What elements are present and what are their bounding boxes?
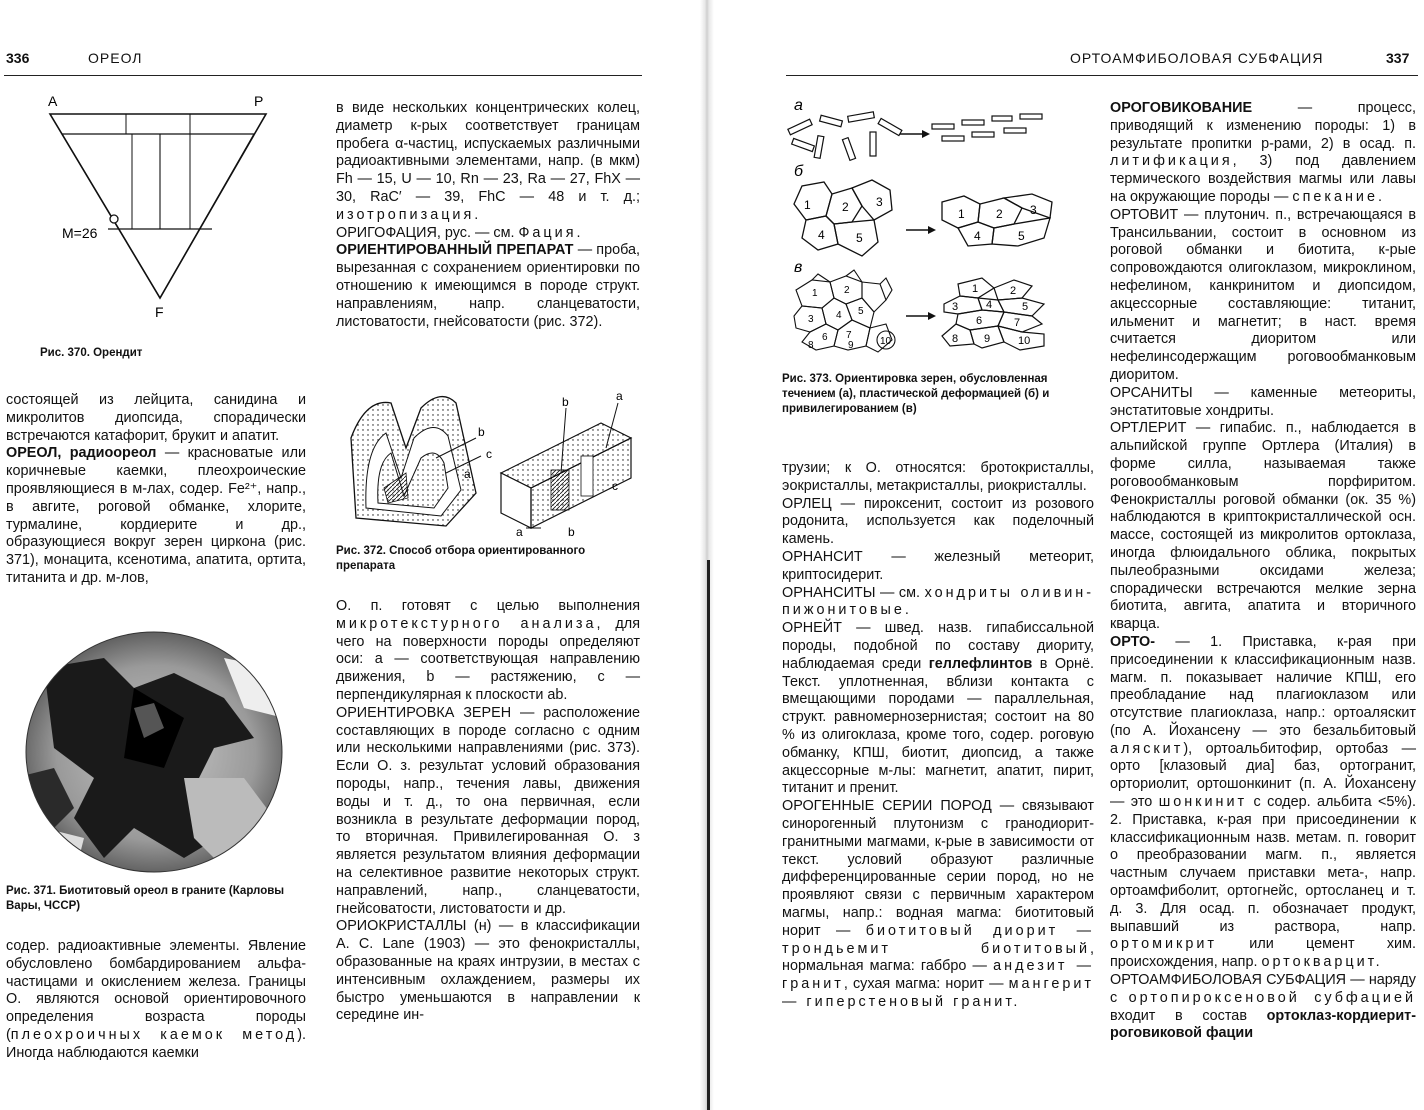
label-a: A (48, 93, 58, 109)
term-orogen: ОРОГЕННЫЕ СЕРИИ ПОРОД (782, 798, 992, 815)
rings-spaced: изотропизация. (336, 206, 482, 223)
figure-372-caption: Рис. 372. Способ отбора ориентированного препарата (336, 545, 586, 572)
running-head: ОРТОАМФИБОЛОВАЯ СУБФАЦИЯ (1070, 50, 1324, 66)
svg-text:b: b (568, 525, 575, 538)
svg-text:5: 5 (856, 231, 863, 245)
orto-spaced: аляскит (1110, 740, 1184, 757)
svg-text:3: 3 (1030, 203, 1037, 217)
orient-prep-text: — проба, вырезанная с сохранением ориентировки по отношению к имеющимся в породе структ. направлениям, напр. сланцеватости, листоватости, гнейсоватости (рис. 372). (336, 242, 641, 330)
entry-orto (1110, 634, 1416, 972)
entry-oreol (6, 445, 306, 587)
orogen-text-1: — связывают синорогенный плутонизм с гранодиорит-гранитными магмами, к-рые в зависимости от текст. условий образуют различные дифференцированные серии пород, но не проявляют связи с первичным характером магмы, напр.: водная магма: биотитовый норит — (782, 798, 1094, 939)
orogen-spaced-2: андезит — гранит (782, 958, 1095, 993)
right-page (714, 0, 1424, 1110)
orogen-spaced-3: мангерит — гиперстеновый гранит. (782, 976, 1095, 1010)
ornansit-text: — железный метеорит, криптосидерит. (782, 548, 1094, 583)
term-orsanity: ОРСАНИТЫ (1110, 384, 1193, 401)
svg-text:10: 10 (1018, 335, 1031, 347)
term-orto: ОРТО- (1110, 633, 1156, 650)
svg-text:c: c (486, 447, 492, 461)
left-column-2-top (336, 100, 640, 331)
orogov-text-1: — процесс, приводящий к изменению породы: 1) в результате пропитки р-рами, 2) в осад. п. (1110, 100, 1416, 152)
label-m: M=26 (62, 225, 98, 241)
svg-text:7: 7 (1014, 317, 1021, 329)
running-head: ОРЕОЛ (88, 50, 143, 66)
left-column-2-bottom (336, 598, 640, 1025)
oriokr-text: (н) — в классификации A. C. Lane (1903) — это фенокристаллы, образованные на краях интрузии, в местах с интенсивным охлаждением, размеры их быстро уменьшаются в направлении к середине ин- (336, 918, 640, 1024)
svg-text:7: 7 (846, 330, 852, 341)
term-oreol: ОРЕОЛ, радиоореол (6, 445, 157, 462)
radio-spaced: плеохроичных каемок метод (10, 1026, 298, 1043)
oreol-text: — красноватые или коричневые каемки, плеохроические проявляющиеся в м-лах, содер. Fe²⁺, напр., в авгите, роговой обманке, хлорите, турмалине, кордиерите и др., образующиеся вокруг зерен циркона (рис. 371), монацита, ксенотима, апатита, ортита, титанита и др. м-лов, (6, 445, 307, 586)
orto-spaced-3: ортомикрит (1110, 936, 1217, 953)
figure-373-caption: Рис. 373. Ориентировка зерен, обусловленная течением (a), пластической деформацией (б) и привилегированием (в) (782, 373, 1050, 415)
entry-orogen (782, 798, 1094, 1012)
svg-text:5: 5 (1022, 301, 1029, 313)
svg-text:б: б (794, 163, 803, 180)
header-rule (786, 75, 1418, 76)
entry-ortoamf (1110, 972, 1416, 1043)
label-f: F (155, 304, 164, 320)
ortoamf-bold: ортоклаз-кордиерит-роговиковой фации (1110, 1007, 1417, 1042)
svg-text:6: 6 (822, 332, 828, 343)
svg-text:a: a (464, 467, 471, 481)
orto-text-2: ), ортоальбитофир, ортобаз — орто [клазовый диа] баз, ортогранит, орториолит, ортошонкинит (п. А. Йохансену — это (1110, 740, 1416, 811)
entry-orient-zeren (336, 705, 640, 919)
orogov-spaced: литификация (1110, 153, 1233, 170)
svg-text:9: 9 (984, 333, 991, 345)
term-orlec: ОРЛЕЦ (782, 495, 832, 512)
svg-text:4: 4 (974, 229, 981, 243)
prep-text-1: О. п. готовят с целью выполнения (336, 598, 640, 614)
svg-text:4: 4 (818, 228, 825, 242)
figure-371-photo (14, 628, 298, 878)
entry-ortvit (1110, 207, 1416, 385)
svg-text:2: 2 (842, 200, 849, 214)
orto-spaced-2: шонкинит (1158, 794, 1248, 811)
svg-text:2: 2 (996, 207, 1003, 221)
ornansity-text: — см. (880, 584, 921, 601)
svg-text:9: 9 (848, 340, 854, 351)
term-oriokristally: ОРИОКРИСТАЛЛЫ (336, 918, 467, 935)
ortvit-text: — плутонич. п., встречающаяся в Трансильвании, состоит в основном из роговой обманки и биотита, к-рые сопровождаются олигоклазом, микроклином, нефелином, канкринитом и диопсидом, акцессорные составляющие: титанит, ильменит и магнетит; в наст. время считается диоритом или нефелинсодержащим роговообманковым диоритом. (1110, 206, 1416, 383)
entry-orient-prep (336, 242, 640, 331)
figure-373-diagram (782, 94, 1092, 356)
term-ornansity: ОРНАНСИТЫ (782, 584, 876, 601)
entry-orneit (782, 620, 1094, 798)
orto-spaced-4: ортокварцит. (1261, 954, 1383, 971)
left-column-1-top (6, 392, 306, 588)
entry-orsanity (1110, 385, 1416, 421)
svg-text:5: 5 (858, 306, 864, 317)
svg-text:2: 2 (1010, 285, 1017, 297)
paragraph-continued: состоящей из лейцита, санидина и микролитов диопсида, спорадически встречаются катафорит, брукит и апатит. (6, 392, 306, 444)
left-page (0, 0, 700, 1110)
header-rule (4, 75, 642, 76)
term-ortoamf: ОРТОАМФИБОЛОВАЯ СУБФАЦИЯ (1110, 972, 1347, 989)
svg-text:1: 1 (804, 198, 811, 212)
spine-shadow (707, 560, 710, 1110)
svg-text:3: 3 (808, 314, 814, 325)
term-orient-prep: ОРИЕНТИРОВАННЫЙ ПРЕПАРАТ (336, 242, 574, 259)
page-number: 337 (1386, 50, 1410, 66)
paragraph-prep (336, 598, 640, 705)
paragraph-intrusion: трузии; к О. относятся: бротокристаллы, эокристаллы, метакристаллы, риокристаллы. (782, 460, 1094, 494)
ortoamf-text-1: — наряду с (1110, 972, 1416, 1006)
ortoamf-text-2: входит в состав (1110, 1007, 1247, 1024)
orlec-text: — пироксенит, состоит из розового родонита, используется как поделочный камень. (782, 495, 1094, 548)
svg-text:8: 8 (952, 333, 959, 345)
prep-text-2: , для чего на поверхности породы определяют оси: a — соответствующая направлению движения, b — растяжению, c — перпендикулярная к плоскости ab. (336, 615, 640, 703)
entry-orogovik (1110, 100, 1416, 207)
term-ornansit: ОРНАНСИТ (782, 548, 863, 565)
figure-371-caption: Рис. 371. Биотитовый ореол в граните (Карловы Вары, ЧССР) (6, 885, 285, 912)
svg-text:1: 1 (958, 207, 965, 221)
ornansity-spaced: хондриты оливин-пижонитовые. (782, 584, 1095, 619)
svg-text:3: 3 (876, 195, 883, 209)
svg-text:6: 6 (976, 315, 983, 327)
entry-ornansity (782, 585, 1094, 621)
prep-spaced: микротекстурного анализа (336, 615, 597, 632)
orient-zeren-text: — расположение составляющих в породе согласно с одним или несколькими направлениями (рис. 373). Если О. з. результат условий образования породы, напр., течения лавы, движения воды и т. д., то она первичная, если возникла в результате деформации пород, то вторичная. Привилегированная О. з является результатом влияния деформации на селективное развитие некоторых структ. направлений, напр., сланцеватости, гнейсоватости, листоватости и др. (336, 704, 641, 917)
svg-text:4: 4 (836, 310, 842, 321)
ortoamf-spaced: ортопироксеновой субфацией (1128, 989, 1416, 1006)
svg-text:2: 2 (844, 285, 850, 296)
term-ortvit: ОРТОВИТ (1110, 206, 1179, 223)
page-number: 336 (6, 50, 30, 66)
term-orient-zeren: ОРИЕНТИРОВКА ЗЕРЕН (336, 704, 512, 721)
orogen-text-3: , сухая магма: норит — (843, 976, 1004, 993)
entry-oriokristally (336, 918, 640, 1025)
paragraph-rings (336, 100, 640, 225)
right-column-1 (782, 460, 1094, 1012)
figure-370-caption: Рис. 370. Орендит (40, 347, 143, 359)
paragraph-radioactive (6, 938, 306, 1063)
entry-orlec (782, 496, 1094, 549)
svg-text:8: 8 (808, 340, 814, 351)
svg-text:c: c (612, 479, 618, 493)
orto-text-1: — 1. Приставка, к-рая при присоединении к классификационным назв. магм. п. показывает наличие КПШ, его преобладание над плагиоклазом или отсутствие плагиоклаза, напр.: ортоаляскит (по А. Йохансену — это безальбитовый (1110, 633, 1417, 739)
term-orogovik: ОРОГОВИКОВАНИЕ (1110, 100, 1253, 116)
term-ortlerit: ОРТЛЕРИТ (1110, 420, 1187, 437)
orogov-spaced-2: спекание. (1292, 188, 1385, 205)
ortlerit-text: — гипабис. п., наблюдается в альпийской группе Ортлера (Италия) в форме силла, называемая также роговообманковым порфиритом. Фенокристаллы роговой обманки (ок. 35 %) наблюдаются в криптокристаллической осн. массе, состоящей из микролитов ортоклаза, иногда флюидального облика, покрытых пылеобразными оксидами железа; спорадически встречаются мелкие зерна биотита, авгита, апатита и вторичного кварца. (1110, 420, 1417, 633)
orneit-text-2: в Орнё. Текст. уплотненная, вблизи контакта с вмещающими породами — параллельная, структ. равномернозернистая; состоит на 80 % из олигоклаза, кроме того, содер. роговую обманку, КПШ, биотит, диопсид, а также акцессорные м-лы: магнетит, апатит, пирит, титанит и пренит. (782, 655, 1094, 797)
svg-text:3: 3 (952, 301, 959, 313)
svg-text:a: a (616, 389, 623, 403)
svg-text:b: b (478, 425, 485, 439)
orogen-text-2: , нормальная магма: габбро — (782, 940, 1094, 975)
orogov-text-2: , 3) под давлением термического воздействия магмы или лавы на окружающие породы — (1110, 153, 1416, 205)
orto-text-4: или цемент хим. происхождения, напр. (1110, 936, 1416, 971)
rings-text: в виде нескольких концентрических колец, диаметр к-рых соответствует границам пробега α-частиц, испускаемых различными радиоактивными элементами, напр. (в мкм) Fh — 15, U — 10, Rn — 23, Ra — 27, FhX — 30, RaC′ — 39, FhC — 48 и т. д.; (336, 100, 640, 205)
origo-spaced: Фация. (518, 224, 584, 241)
origo-text: , рус. — см. (436, 224, 515, 241)
term-origofacia: ОРИГОФАЦИЯ (336, 224, 437, 241)
left-column-1-bottom (6, 938, 306, 1063)
label-p: P (254, 93, 264, 109)
svg-text:1: 1 (812, 288, 818, 299)
orto-text-3: с содер. альбита <5%). 2. Приставка, к-рая при присоединении к классификационным назв. метам. п. говорит о преобразовании магм. п., является частным случаем приставки мета-, напр. ортоамфиболит, ортогнейс, ортосланец и т. д. 3. Для осад. п. обозначает продукт, выпавший из раствора, напр. (1110, 794, 1417, 935)
svg-text:10: 10 (880, 336, 892, 347)
svg-text:4: 4 (986, 299, 993, 311)
radio-text-2: ). Иногда наблюдаются каемки (6, 1026, 306, 1061)
orneit-text-1: — швед. назв. гипабиссальной породы, подобной по составу диориту, наблюдаемая среди (782, 620, 1095, 672)
orsanity-text: — каменные метеориты, энстатитовые хондриты. (1110, 384, 1416, 419)
right-column-2 (1110, 100, 1416, 1043)
svg-text:b: b (562, 395, 569, 409)
orogen-spaced: биотитовый диорит — трондьемит биотитовый (782, 922, 1094, 957)
svg-text:а: а (794, 97, 803, 114)
svg-text:в: в (794, 259, 803, 276)
figure-370-diagram (40, 92, 280, 322)
term-orneit: ОРНЕЙТ (782, 620, 842, 637)
svg-text:5: 5 (1018, 229, 1025, 243)
figure-372-diagram (336, 378, 642, 538)
entry-ortlerit (1110, 420, 1416, 634)
radio-text-1: содер. радиоактивные элементы. Явление обусловлено бомбардированием альфа-частицами и окислением железа. Границы О. являются основой ориентировочного определения возраста породы ( (6, 938, 306, 1043)
svg-text:a: a (516, 525, 523, 538)
entry-origofacia (336, 225, 640, 243)
svg-text:1: 1 (972, 283, 979, 295)
entry-ornansit (782, 549, 1094, 585)
orneit-bold: геллефлинтов (928, 655, 1033, 672)
